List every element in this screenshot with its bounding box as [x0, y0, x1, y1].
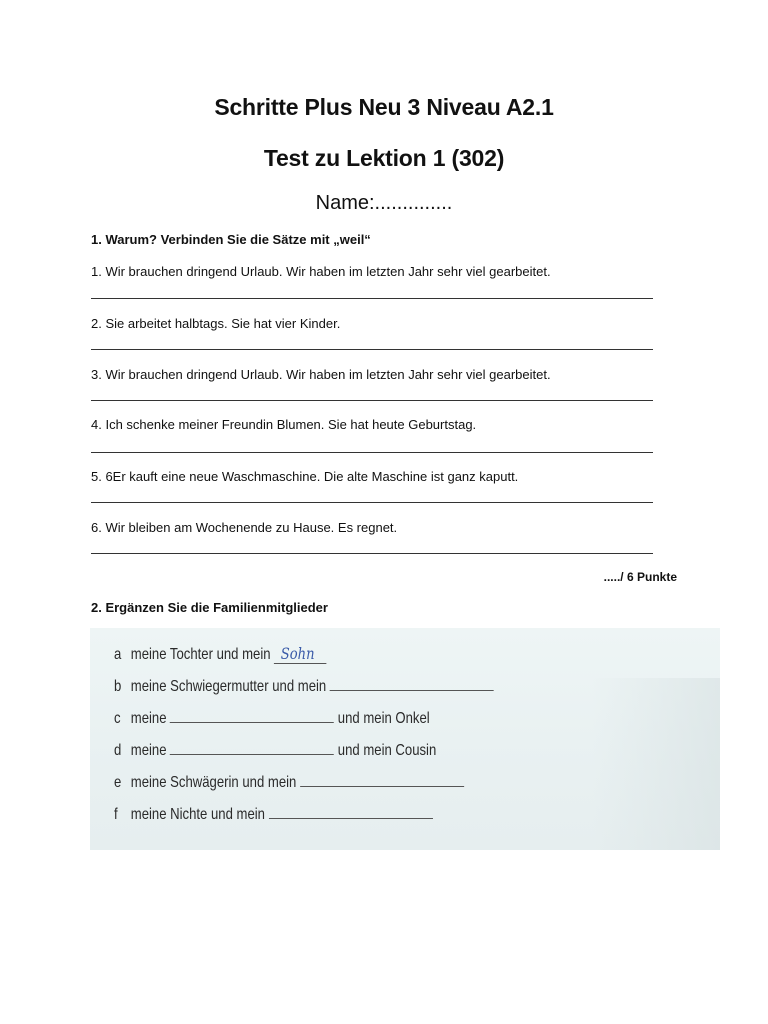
row-text-before: meine [130, 710, 167, 727]
row-letter: f [114, 806, 118, 823]
row-letter: b [114, 678, 122, 695]
answer-line-6 [91, 553, 653, 554]
section-2-heading: 2. Ergänzen Sie die Familienmitglieder [91, 600, 328, 615]
row-text-before: meine Schwiegermutter und mein [130, 678, 327, 695]
row-letter: d [114, 742, 122, 759]
row-text-before: meine Schwägerin und mein [130, 774, 297, 791]
exercise-row-c [114, 708, 430, 728]
name-field: Name:.............. [315, 192, 453, 214]
exercise-row-b [114, 676, 494, 696]
row-text-after: und mein Cousin [337, 742, 437, 759]
answer-blank [170, 740, 334, 755]
answer-blank [269, 804, 433, 819]
exercise-row-e [114, 772, 464, 792]
question-6: 6. Wir bleiben am Wochenende zu Hause. Es regnet. [91, 520, 398, 535]
handwritten-answer: Sohn [274, 644, 326, 664]
row-text-before: meine [130, 742, 167, 759]
question-2: 2. Sie arbeitet halbtags. Sie hat vier Kinder. [91, 316, 341, 331]
section-1-heading: 1. Warum? Verbinden Sie die Sätze mit „weil“ [91, 232, 371, 247]
points-label: ...../ 6 Punkte [603, 570, 677, 584]
exercise-row-f [114, 804, 433, 824]
answer-line-2 [91, 349, 653, 350]
exercise-row-a [114, 644, 326, 664]
answer-line-3 [91, 400, 653, 401]
answer-blank [300, 772, 464, 787]
answer-line-1 [91, 298, 653, 299]
family-exercise-scan [90, 628, 720, 850]
row-letter: c [114, 710, 121, 727]
row-letter: e [114, 774, 122, 791]
question-1: 1. Wir brauchen dringend Urlaub. Wir haben im letzten Jahr sehr viel gearbeitet. [91, 264, 551, 279]
scan-shadow [592, 678, 720, 850]
row-text-after: und mein Onkel [337, 710, 430, 727]
answer-line-5 [91, 502, 653, 503]
row-text-before: meine Tochter und mein [130, 646, 271, 663]
worksheet-title: Schritte Plus Neu 3 Niveau A2.1 [214, 94, 554, 120]
question-5: 5. 6Er kauft eine neue Waschmaschine. Die alte Maschine ist ganz kaputt. [91, 469, 519, 484]
question-4: 4. Ich schenke meiner Freundin Blumen. Sie hat heute Geburtstag. [91, 417, 477, 432]
exercise-row-d [114, 740, 436, 760]
answer-line-4 [91, 452, 653, 453]
answer-blank [330, 676, 494, 691]
row-text-before: meine Nichte und mein [130, 806, 265, 823]
answer-blank [170, 708, 334, 723]
worksheet-subtitle: Test zu Lektion 1 (302) [263, 145, 505, 171]
row-letter: a [114, 646, 122, 663]
question-3: 3. Wir brauchen dringend Urlaub. Wir haben im letzten Jahr sehr viel gearbeitet. [91, 367, 551, 382]
